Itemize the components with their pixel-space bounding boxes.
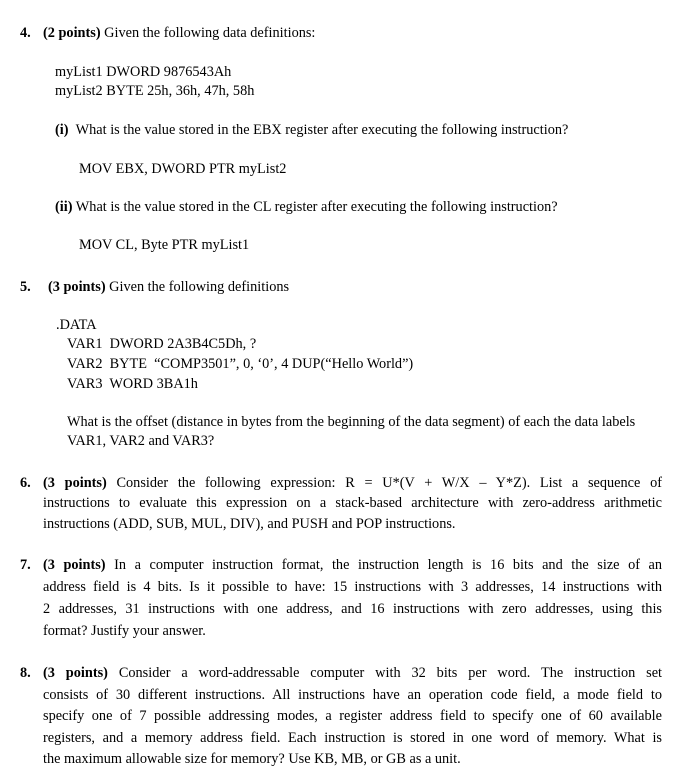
- question-6-points: (3 points): [43, 475, 107, 491]
- question-8-line-text: Consider a word-addressable computer with 32 bits per word. The instruction set: [118, 665, 663, 681]
- code-line: myList1 DWORD 9876543Ah: [55, 64, 232, 80]
- question-8-line: consists of 30 different instructions. All instructions have an operation code field, a mode field to: [43, 687, 662, 703]
- question-5-points: (3 points): [48, 279, 106, 295]
- question-8-line: the maximum allowable size for memory? Use KB, MB, or GB as a unit.: [43, 751, 461, 767]
- question-4-points: (2 points): [43, 25, 101, 41]
- question-7-line: 2 addresses, 31 instructions with one address, and 16 instructions with zero addresses, using this: [43, 601, 662, 617]
- question-5-number: 5.: [20, 279, 31, 295]
- question-4-part-i: [55, 123, 568, 137]
- question-7-points: (3 points): [43, 557, 106, 573]
- question-6-line: instructions (ADD, SUB, MUL, DIV), and PUSH and POP instructions.: [43, 516, 456, 532]
- question-5-text: Given the following definitions: [109, 279, 290, 295]
- question-4-part-ii: [55, 200, 558, 214]
- question-6-line: [43, 476, 662, 490]
- question-6-number: 6.: [20, 475, 31, 491]
- question-7-number: 7.: [20, 557, 31, 573]
- question-7-line: address field is 4 bits. Is it possible to have: 15 instructions with 3 addresses, 14 instructions with: [43, 579, 662, 595]
- question-5-prompt: [48, 280, 289, 294]
- question-5-line: What is the offset (distance in bytes from the beginning of the data segment) of each the data labels: [67, 414, 636, 430]
- part-i-code: MOV EBX, DWORD PTR myList2: [79, 161, 287, 177]
- part-ii-code: MOV CL, Byte PTR myList1: [79, 237, 250, 253]
- part-i-text: What is the value stored in the EBX register after executing the following instruction?: [75, 122, 569, 138]
- code-line: myList2 BYTE 25h, 36h, 47h, 58h: [55, 83, 255, 99]
- question-4-number: 4.: [20, 25, 31, 41]
- question-7-line: [43, 558, 662, 572]
- code-line: .DATA: [56, 317, 97, 333]
- question-4-text: Given the following data definitions:: [104, 25, 316, 41]
- question-8-line: specify one of 7 possible addressing modes, a register address field to specify one of 60 available: [43, 708, 662, 724]
- question-7-line: format? Justify your answer.: [43, 623, 206, 639]
- question-5-line: VAR1, VAR2 and VAR3?: [67, 433, 215, 449]
- code-line: VAR1 DWORD 2A3B4C5Dh, ?: [67, 336, 257, 352]
- part-ii-text: What is the value stored in the CL register after executing the following instruction?: [75, 199, 558, 215]
- question-8-line: [43, 666, 662, 680]
- code-line: VAR3 WORD 3BA1h: [67, 376, 198, 392]
- question-4-prompt: [43, 26, 315, 40]
- question-8-number: 8.: [20, 665, 31, 681]
- question-6-line-text: Consider the following expression: R = U*(V + W/X – Y*Z). List a sequence of: [116, 475, 663, 491]
- part-i-label: (i): [55, 122, 69, 138]
- question-8-line: registers, and a memory address field. Each instruction is stored in one word of memory. What is: [43, 730, 662, 746]
- part-ii-label: (ii): [55, 199, 73, 215]
- question-7-line-text: In a computer instruction format, the instruction length is 16 bits and the size of an: [114, 557, 663, 573]
- code-line: VAR2 BYTE “COMP3501”, 0, ‘0’, 4 DUP(“Hello World”): [67, 356, 414, 372]
- question-6-line: instructions to evaluate this expression on a stack-based architecture with zero-address arithmetic: [43, 495, 662, 511]
- question-8-points: (3 points): [43, 665, 108, 681]
